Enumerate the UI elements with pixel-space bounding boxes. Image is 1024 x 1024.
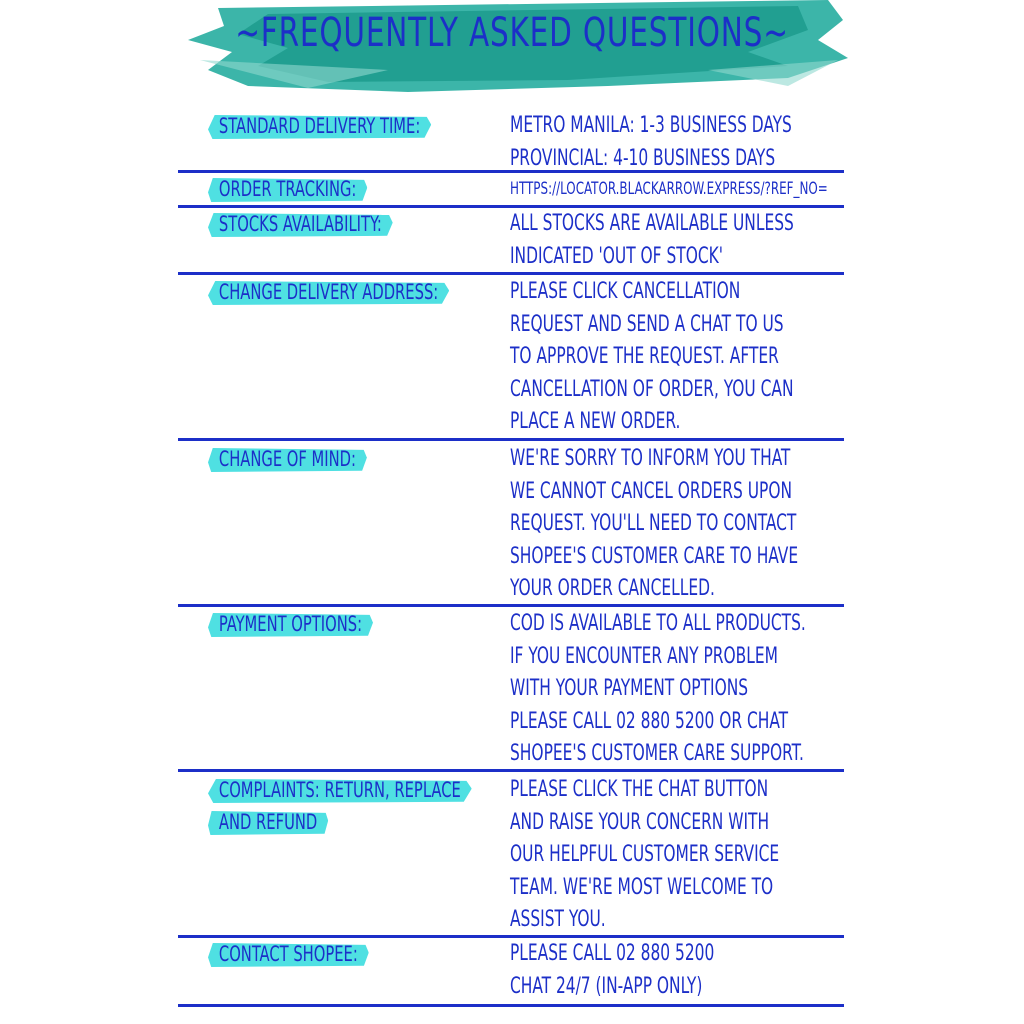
faq-answer bbox=[510, 173, 877, 205]
faq-question: CHANGE OF MIND: bbox=[208, 443, 367, 475]
faq-question: CONTACT SHOPEE: bbox=[208, 938, 369, 970]
row-divider bbox=[178, 769, 844, 772]
faq-answer: PLEASE CALL 02 880 5200 CHAT 24/7 (IN-APP ONLY) bbox=[510, 941, 715, 999]
row-divider bbox=[178, 438, 844, 441]
faq-question: COMPLAINTS: RETURN, REPLACE bbox=[208, 774, 472, 806]
faq-answer: COD IS AVAILABLE TO ALL PRODUCTS. IF YOU ENCOUNTER ANY PROBLEM WITH YOUR PAYMENT OPTIONS PLEASE CALL 02 880 5200 OR CHAT SHOPEE'S CUSTOMER CARE SUPPORT. bbox=[510, 611, 806, 766]
faq-answer: PLEASE CLICK CANCELLATION REQUEST AND SEND A CHAT TO US TO APPROVE THE REQUEST. AFTER CANCELLATION OF ORDER, YOU CAN PLACE A NEW ORDER. bbox=[510, 279, 794, 434]
page-title: ~FREQUENTLY ASKED QUESTIONS~ bbox=[235, 10, 789, 56]
faq-question-continued: AND REFUND bbox=[208, 806, 328, 838]
faq-question: CHANGE DELIVERY ADDRESS: bbox=[208, 276, 449, 308]
row-divider bbox=[178, 604, 844, 607]
faq-answer: METRO MANILA: 1-3 BUSINESS DAYS PROVINCIAL: 4-10 BUSINESS DAYS bbox=[510, 113, 792, 171]
faq-answer: PLEASE CLICK THE CHAT BUTTON AND RAISE YOUR CONCERN WITH OUR HELPFUL CUSTOMER SERVICE TEAM. WE'RE MOST WELCOME TO ASSIST YOU. bbox=[510, 777, 780, 932]
faq-question: PAYMENT OPTIONS: bbox=[208, 608, 373, 640]
faq-question: STOCKS AVAILABILITY: bbox=[208, 208, 393, 240]
faq-question: ORDER TRACKING: bbox=[208, 173, 367, 205]
row-divider bbox=[178, 1004, 844, 1007]
faq-answer: ALL STOCKS ARE AVAILABLE UNLESS INDICATED 'OUT OF STOCK' bbox=[510, 211, 794, 269]
row-divider bbox=[178, 272, 844, 275]
faq-answer: WE'RE SORRY TO INFORM YOU THAT WE CANNOT CANCEL ORDERS UPON REQUEST. YOU'LL NEED TO CONTACT SHOPEE'S CUSTOMER CARE TO HAVE YOUR ORDER CANCELLED. bbox=[510, 446, 799, 601]
faq-question: STANDARD DELIVERY TIME: bbox=[208, 110, 431, 142]
tracking-link[interactable]: HTTPS://LOCATOR.BLACKARROW.EXPRESS/?REF_NO= bbox=[510, 179, 828, 199]
